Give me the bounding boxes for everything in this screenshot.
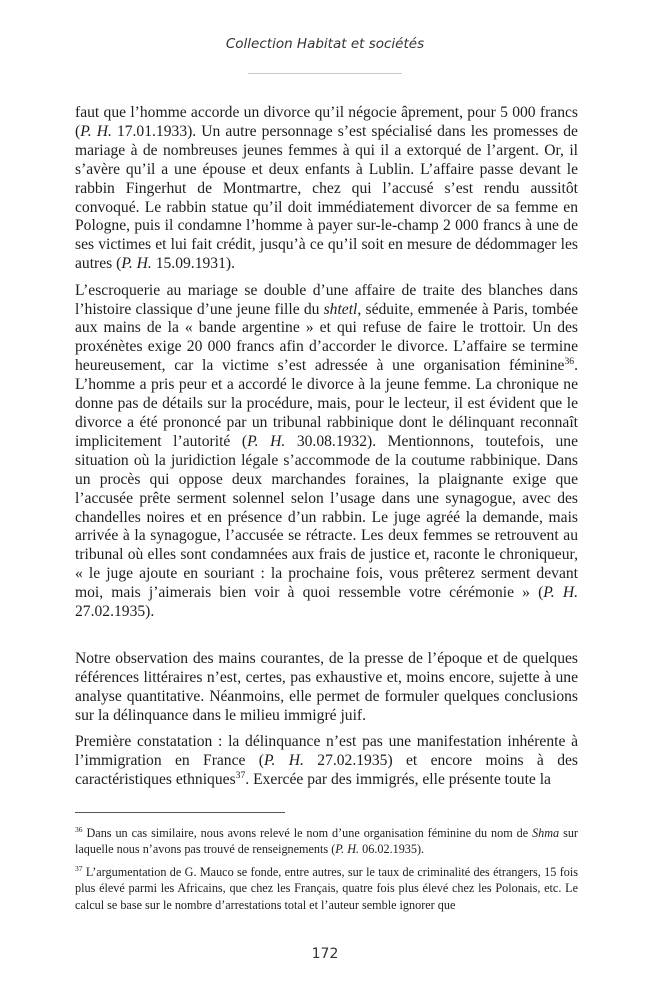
- paragraph-2: L’escroquerie au mariage se double d’une affaire de traite des blanches dans l’histoire classique d’une jeune fille du shtetl, séduite, emmenée à Paris, tombée aux mains de la « bande argentine » et qui refuse de faire le trottoir. Un des proxénètes exige 20 000 francs afin d’accorder le divorce. L’affaire se termine heureusement, car la victime s’est adressée à une organisation féminine$^{36}$. L’homme a pris peur et a accordé le divorce à la jeune femme. La chronique ne donne pas de détails sur la procédure, mais, pour le lecteur, il est évident que le divorce a été prononcé par un tribunal rabbinique dont le délinquant reconnaît implicitement l’autorité (P. H. 30.08.1932). Mentionnons, toutefois, une situation où la juridiction légale s’accommode de la coutume rabbinique. Dans un procès qui oppose deux marchandes foraines, la plaignante exige que l’accusée prête serment solennel selon l’usage dans une synagogue, avec des chandelles noires et en présence d’un rabbin. Le juge agréé la demande, mais arrivée à la synagogue, l’accusée se rétracte. Les deux femmes se retrouvent au tribunal où elles sont condamnées aux frais de justice et, raconte le chroniqueur, « le juge ajoute en souriant : la prochaine fois, vous prêterez serment devant moi, mais j’aimerais bien voir à quoi ressemble votre cérémonie » (P. H. 27.02.1935).: [75, 281, 578, 621]
- footnote-36: $^{36}$ Dans un cas similaire, nous avons relevé le nom d’une organisation féminine du nom de Shma sur laquelle nous n’avons pas trouvé de renseignements (P. H. 06.02.1935).: [75, 824, 578, 857]
- footnote-37: $^{37}$ L’argumentation de G. Mauco se fonde, entre autres, sur le taux de criminalité des étrangers, 15 fois plus élevé parmi les Africains, que chez les Français, quatre fois plus élevé chez les Polonais, etc. Le calcul se base sur le nombre d’arrestations total et l’auteur semble ignorer que: [75, 863, 578, 912]
- paragraph-4: Première constatation : la délinquance n’est pas une manifestation inhérente à l’immigration en France (P. H. 27.02.1935) et encore moins à des caractéristiques ethniques$^{37}$. Exercée par des immigrés, elle présente toute la: [75, 733, 578, 788]
- citation: P. H.: [80, 122, 112, 140]
- italic-term: shtetl: [323, 300, 358, 318]
- header-rule: [248, 73, 402, 74]
- running-head: Collection Habitat et sociétés: [225, 36, 425, 52]
- footnotes: [75, 825, 578, 919]
- citation: P. H.: [121, 255, 152, 273]
- footnote-number: 37: [75, 863, 83, 873]
- footnote-number: 36: [75, 824, 83, 834]
- footnote-ref-37[interactable]: 37: [235, 769, 246, 781]
- citation: P. H.: [247, 432, 286, 450]
- body-text-lower: [75, 650, 578, 797]
- paragraph-1: faut que l’homme accorde un divorce qu’il négocie âprement, pour 5 000 francs (P. H. 17.01.1933). Un autre personnage s’est spécialisé dans les promesses de mariage à de nombreuses jeunes femmes à qui il a extorqué de l’argent. Or, il s’avère qu’il a une épouse et deux enfants à Lublin. L’affaire passe devant le rabbin Fingerhut de Montmartre, chez qui l’accusé s’est rendu aussitôt convoqué. Le rabbin statue qu’il doit immédiatement divorcer de sa femme en Pologne, puis il condamne l’homme à payer sur-le-champ 2 000 francs à une de ses victimes et lui fait crédit, jusqu’à ce qu’il soit en mesure de dédommager les autres (P. H. 15.09.1931).: [75, 104, 578, 273]
- body-text-upper: [75, 104, 578, 629]
- page-number: 172: [311, 946, 339, 962]
- footnote-ref-36[interactable]: 36: [564, 356, 575, 368]
- italic-term: Shma: [532, 826, 560, 840]
- paragraph-3: Notre observation des mains courantes, de la presse de l’époque et de quelques références littéraires n’est, certes, pas exhaustive et, moins encore, sujette à une analyse quantitative. Néanmoins, elle permet de formuler quelques conclusions sur la délinquance dans le milieu immigré juif.: [75, 650, 578, 724]
- citation: P. H.: [543, 584, 578, 602]
- citation: P. H.: [335, 842, 360, 857]
- footnote-separator: [75, 812, 285, 813]
- citation: P. H.: [264, 752, 304, 770]
